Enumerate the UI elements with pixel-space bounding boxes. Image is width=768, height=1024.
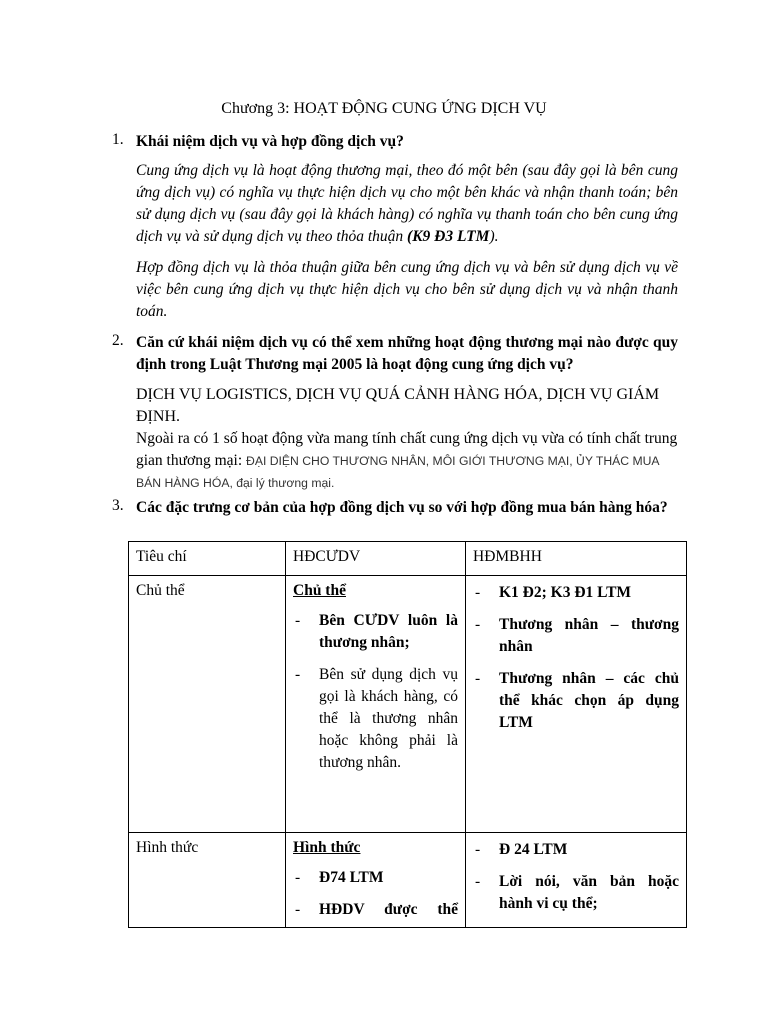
sale-contract-cell [466,576,687,833]
bullet-dash: - [295,666,301,683]
list-item: - Đ74 LTM [293,867,458,889]
legal-reference: (K9 Đ3 LTM [407,228,490,245]
service-contract-cell [286,833,466,928]
service-contract-cell [286,576,466,833]
bullet-dash: - [475,873,481,890]
section-number: 1. [112,131,124,148]
definition-paragraph: Cung ứng dịch vụ là hoạt động thương mại, theo đó một bên (sau đây gọi là bên cung ứng dịch vụ) có nghĩa vụ thực hiện dịch vụ cho một bên khác và nhận thanh toán; bên sử dụng dịch vụ (sau đây gọi là khách hàng) có nghĩa vụ thanh toán cho bên cung ứng dịch vụ và sử dụng dịch vụ theo thỏa thuận (K9 Đ3 LTM). [136,162,678,245]
list-item: - HĐDV được thể [293,899,458,921]
section-question: Các đặc trưng cơ bản của hợp đồng dịch vụ so với hợp đồng mua bán hàng hóa? [136,499,668,516]
table-row [129,833,687,928]
bullet-dash: - [475,670,481,687]
bullet-dash: - [475,584,481,601]
header-criterion: Tiêu chí [129,542,286,576]
bullet-dash: - [475,616,481,633]
chapter-title: Chương 3: HOẠT ĐỘNG CUNG ỨNG DỊCH VỤ [221,100,547,117]
list-item: - Thương nhân – các chủ thể khác chọn áp dụng LTM [473,668,679,734]
bullet-dash: - [475,841,481,858]
list-item: - Đ 24 LTM [473,839,679,861]
cell-heading: Chủ thể [293,582,346,599]
answer-intermediary: Ngoài ra có 1 số hoạt động vừa mang tính chất cung ứng dịch vụ vừa có tính chất trung gian thương mại: ĐẠI DIỆN CHO THƯƠNG NHÂN, MÔI GIỚI THƯƠNG MẠI, ỦY THÁC MUA BÁN HÀNG HÓA, đại lý thương mại. [136,430,678,490]
list-item: - Thương nhân – thương nhân [473,614,679,658]
criterion-cell: Chủ thể [129,576,286,833]
comparison-table [128,541,687,928]
section-question: Khái niệm dịch vụ và hợp đồng dịch vụ? [136,133,404,150]
section-question: Căn cứ khái niệm dịch vụ có thể xem những hoạt động thương mại nào được quy định trong Luật Thương mại 2005 là hoạt động cung ứng dịch vụ? [136,334,678,373]
sale-contract-cell [466,833,687,928]
cell-heading: Hình thức [293,839,361,856]
criterion-cell: Hình thức [129,833,286,928]
section-number: 3. [112,497,124,514]
list-item: - K1 Đ2; K3 Đ1 LTM [473,582,679,604]
bullet-dash: - [295,612,301,629]
bullet-dash: - [295,901,301,918]
header-service-contract: HĐCƯDV [286,542,466,576]
list-item: - Bên sử dụng dịch vụ gọi là khách hàng, có thể là thương nhân hoặc không phải là thương nhân. [293,664,458,774]
section-number: 2. [112,332,124,349]
table-header-row [129,542,687,576]
list-item: - Lời nói, văn bản hoặc hành vi cụ thể; [473,871,679,915]
bullet-dash: - [295,869,301,886]
intermediary-activities: ĐẠI DIỆN CHO THƯƠNG NHÂN, MÔI GIỚI THƯƠNG MẠI, ỦY THÁC MUA BÁN HÀNG HÓA, đại lý thương mại. [136,454,659,490]
answer-services: DỊCH VỤ LOGISTICS, DỊCH VỤ QUÁ CẢNH HÀNG HÓA, DỊCH VỤ GIÁM ĐỊNH. [136,386,660,425]
list-item: - Bên CƯDV luôn là thương nhân; [293,610,458,654]
header-sale-contract: HĐMBHH [466,542,687,576]
table-row [129,576,687,833]
contract-definition-paragraph: Hợp đồng dịch vụ là thỏa thuận giữa bên cung ứng dịch vụ và bên sử dụng dịch vụ về việc bên cung ứng dịch vụ thực hiện dịch vụ cho bên sử dụng dịch vụ và nhận thanh toán. [136,259,678,320]
